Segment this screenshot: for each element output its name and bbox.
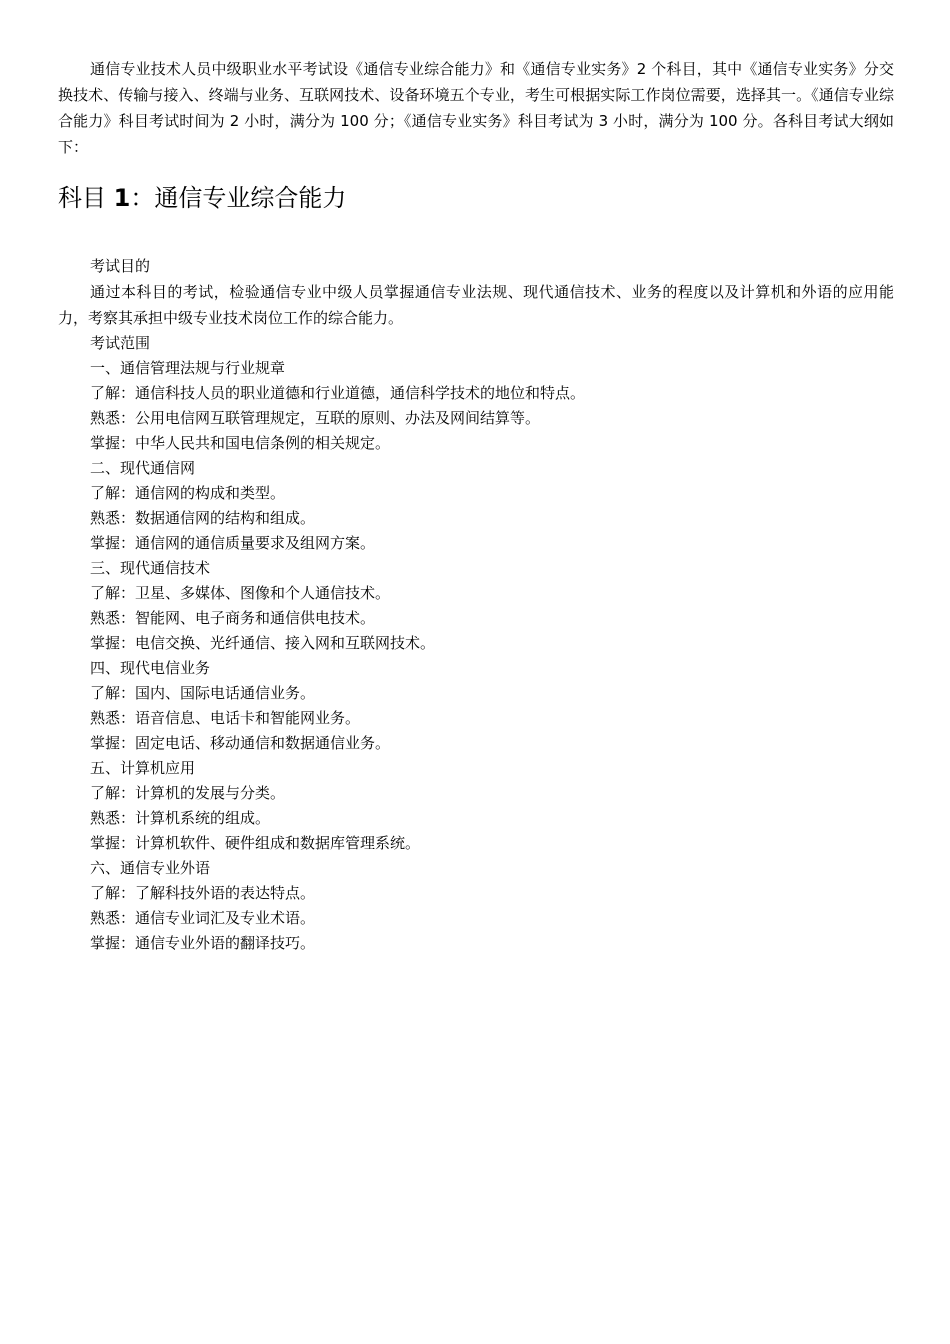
section-title: 五、计算机应用 <box>90 759 196 777</box>
section-item: 了解：国内、国际电话通信业务。 <box>90 684 316 702</box>
section-item: 掌握：电信交换、光纤通信、接入网和互联网技术。 <box>90 634 436 652</box>
subject-heading <box>58 180 894 216</box>
section-item: 掌握：通信专业外语的翻译技巧。 <box>90 934 316 952</box>
subject-number: 1 <box>113 184 131 212</box>
section-6 <box>58 856 894 956</box>
section-title: 一、通信管理法规与行业规章 <box>90 359 286 377</box>
section-title: 三、现代通信技术 <box>90 559 211 577</box>
document-page <box>58 56 894 956</box>
section-item: 掌握：通信网的通信质量要求及组网方案。 <box>90 534 376 552</box>
subject-prefix: 科目 <box>58 184 114 212</box>
section-item: 熟悉：语音信息、电话卡和智能网业务。 <box>90 709 361 727</box>
section-item: 了解：通信网的构成和类型。 <box>90 484 286 502</box>
section-item: 熟悉：通信专业词汇及专业术语。 <box>90 909 316 927</box>
section-3 <box>58 556 894 656</box>
intro-paragraph: 通信专业技术人员中级职业水平考试设《通信专业综合能力》和《通信专业实务》2 个科目，其中《通信专业实务》分交换技术、传输与接入、终端与业务、互联网技术、设备环境五个专业，考生可根据实际工作岗位需要，选择其一。《通信专业综合能力》科目考试时间为 2 小时，满分为 100 分；《通信专业实务》科目考试为 3 小时，满分为 100 分。各科目考试大纲如下： <box>58 60 894 156</box>
section-item: 了解：了解科技外语的表达特点。 <box>90 884 316 902</box>
section-title: 六、通信专业外语 <box>90 859 211 877</box>
section-5 <box>58 756 894 856</box>
purpose-text: 通过本科目的考试，检验通信专业中级人员掌握通信专业法规、现代通信技术、业务的程度以及计算机和外语的应用能力，考察其承担中级专业技术岗位工作的综合能力。 <box>58 283 894 327</box>
syllabus-content <box>58 254 894 956</box>
section-item: 熟悉：公用电信网互联管理规定，互联的原则、办法及网间结算等。 <box>90 409 541 427</box>
purpose-title: 考试目的 <box>90 257 151 275</box>
section-item: 掌握：中华人民共和国电信条例的相关规定。 <box>90 434 391 452</box>
section-item: 熟悉：智能网、电子商务和通信供电技术。 <box>90 609 376 627</box>
section-title: 二、现代通信网 <box>90 459 196 477</box>
scope-title: 考试范围 <box>90 334 151 352</box>
section-4 <box>58 656 894 756</box>
section-item: 熟悉：数据通信网的结构和组成。 <box>90 509 316 527</box>
section-item: 了解：通信科技人员的职业道德和行业道德，通信科学技术的地位和特点。 <box>90 384 586 402</box>
section-item: 了解：卫星、多媒体、图像和个人通信技术。 <box>90 584 391 602</box>
section-item: 了解：计算机的发展与分类。 <box>90 784 286 802</box>
section-item: 掌握：计算机软件、硬件组成和数据库管理系统。 <box>90 834 421 852</box>
section-item: 掌握：固定电话、移动通信和数据通信业务。 <box>90 734 391 752</box>
section-1 <box>58 356 894 456</box>
section-title: 四、现代电信业务 <box>90 659 211 677</box>
section-2 <box>58 456 894 556</box>
subject-title: ：通信专业综合能力 <box>130 184 347 212</box>
section-item: 熟悉：计算机系统的组成。 <box>90 809 271 827</box>
